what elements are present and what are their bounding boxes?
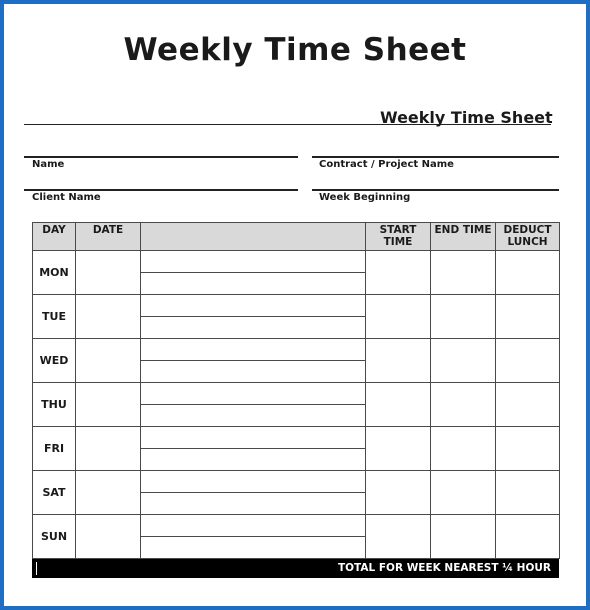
day-cell: SAT (33, 471, 76, 515)
day-cell: THU (33, 383, 76, 427)
deduct-lunch-cell[interactable] (496, 427, 560, 471)
day-cell: TUE (33, 295, 76, 339)
timesheet-table (32, 222, 560, 559)
start-time-cell[interactable] (366, 471, 431, 515)
table-row (33, 515, 560, 559)
date-cell[interactable] (76, 515, 141, 559)
deduct-lunch-cell[interactable] (496, 251, 560, 295)
start-time-cell[interactable] (366, 295, 431, 339)
table-row (33, 427, 560, 471)
start-time-cell[interactable] (366, 251, 431, 295)
description-cell[interactable] (141, 427, 366, 471)
deduct-lunch-cell[interactable] (496, 515, 560, 559)
description-cell[interactable] (141, 251, 366, 295)
end-time-cell[interactable] (431, 471, 496, 515)
end-time-cell[interactable] (431, 295, 496, 339)
header-start-time: START TIME (366, 223, 431, 251)
day-cell: WED (33, 339, 76, 383)
deduct-lunch-cell[interactable] (496, 383, 560, 427)
name-field-line[interactable] (24, 156, 298, 158)
weekly-total-bar (32, 559, 559, 578)
week-beginning-field-line[interactable] (312, 189, 559, 191)
start-time-cell[interactable] (366, 339, 431, 383)
total-bar-notch (36, 562, 37, 575)
day-cell: FRI (33, 427, 76, 471)
sheet-subtitle: Weekly Time Sheet (380, 108, 553, 127)
end-time-cell[interactable] (431, 427, 496, 471)
date-cell[interactable] (76, 339, 141, 383)
table-row (33, 383, 560, 427)
header-day: DAY (33, 223, 76, 251)
deduct-lunch-cell[interactable] (496, 471, 560, 515)
end-time-cell[interactable] (431, 383, 496, 427)
table-row (33, 295, 560, 339)
date-cell[interactable] (76, 295, 141, 339)
end-time-cell[interactable] (431, 251, 496, 295)
subtitle-rule (24, 124, 551, 125)
description-cell[interactable] (141, 383, 366, 427)
weekly-total-label: TOTAL FOR WEEK NEAREST ¼ HOUR (337, 562, 551, 574)
deduct-lunch-cell[interactable] (496, 339, 560, 383)
contract-project-field-line[interactable] (312, 156, 559, 158)
table-row (33, 251, 560, 295)
header-end-time: END TIME (431, 223, 496, 251)
start-time-cell[interactable] (366, 427, 431, 471)
header-deduct-lunch: DEDUCT LUNCH (496, 223, 560, 251)
end-time-cell[interactable] (431, 339, 496, 383)
description-cell[interactable] (141, 295, 366, 339)
header-description (141, 223, 366, 251)
client-name-label: Client Name (32, 192, 101, 203)
table-row (33, 471, 560, 515)
day-cell: MON (33, 251, 76, 295)
description-cell[interactable] (141, 471, 366, 515)
end-time-cell[interactable] (431, 515, 496, 559)
start-time-cell[interactable] (366, 383, 431, 427)
week-beginning-label: Week Beginning (319, 192, 411, 203)
deduct-lunch-cell[interactable] (496, 295, 560, 339)
description-cell[interactable] (141, 339, 366, 383)
date-cell[interactable] (76, 383, 141, 427)
description-cell[interactable] (141, 515, 366, 559)
day-cell: SUN (33, 515, 76, 559)
page-title: Weekly Time Sheet (123, 32, 467, 68)
client-name-field-line[interactable] (24, 189, 298, 191)
table-header-row (33, 223, 560, 251)
date-cell[interactable] (76, 427, 141, 471)
name-label: Name (32, 159, 65, 170)
table-row (33, 339, 560, 383)
header-date: DATE (76, 223, 141, 251)
contract-project-label: Contract / Project Name (319, 159, 454, 170)
start-time-cell[interactable] (366, 515, 431, 559)
date-cell[interactable] (76, 251, 141, 295)
date-cell[interactable] (76, 471, 141, 515)
